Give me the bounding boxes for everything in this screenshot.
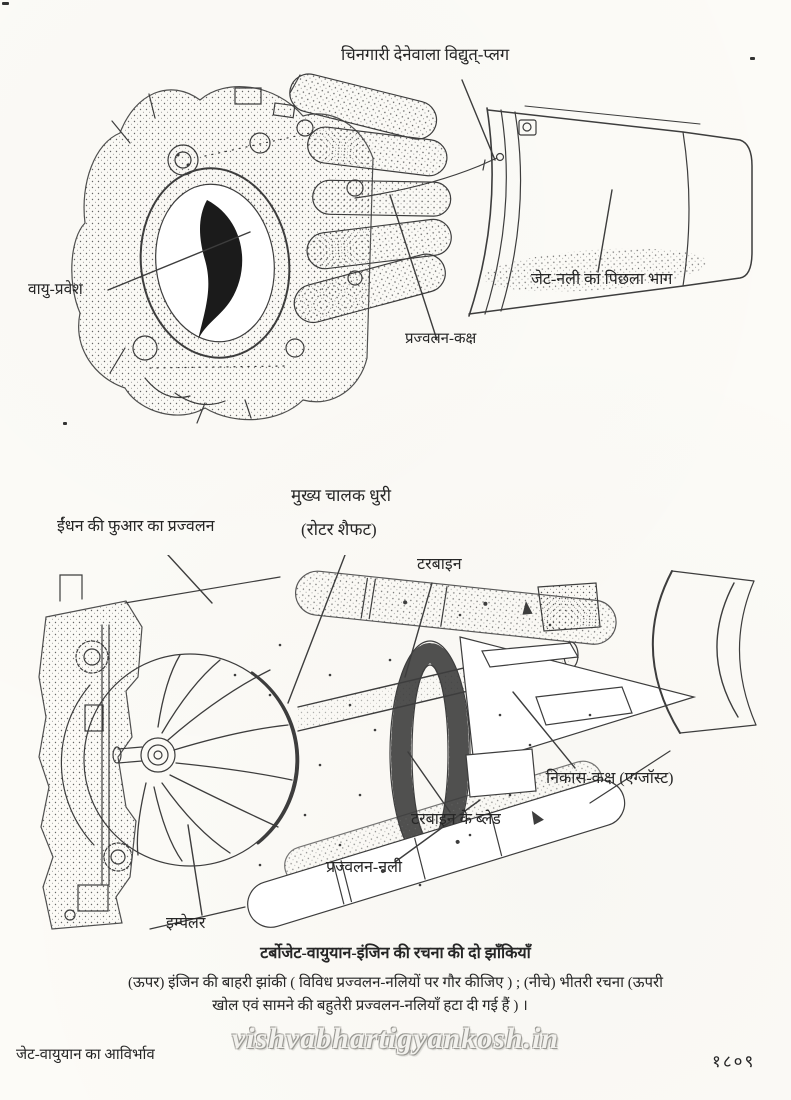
engine-external-drawing bbox=[72, 70, 752, 423]
figure-caption-line2: खोल एवं सामने की बहुतेरी प्रज्वलन-नलियाँ हटा दी गई हैं ) । bbox=[212, 998, 528, 1014]
exhaust-pipe-opening bbox=[653, 571, 756, 733]
scan-speck bbox=[63, 422, 67, 425]
turbojet-external-view-figure bbox=[55, 45, 755, 433]
label-main-drive-shaft: मुख्य चालक धुरी bbox=[291, 486, 392, 505]
label-spark-plug: चिनगारी देनेवाला विद्युत्-प्लग bbox=[341, 45, 510, 64]
turbojet-cutaway-view-figure bbox=[30, 555, 760, 950]
label-combustion-tube: प्रज्वलन-नली bbox=[326, 859, 403, 876]
label-rotor-shaft: (रोटर शैफट) bbox=[301, 520, 377, 539]
figure-caption-title: टर्बोजेट-वायुयान-इंजिन की रचना की दो झाँकियाँ bbox=[260, 945, 531, 962]
page-number: १८०९ bbox=[712, 1052, 756, 1071]
label-turbine: टरबाइन bbox=[417, 556, 462, 573]
label-combustion-chamber: प्रज्वलन-कक्ष bbox=[405, 331, 477, 347]
running-title: जेट-वायुयान का आविर्भाव bbox=[16, 1047, 155, 1063]
scan-speck bbox=[2, 2, 9, 5]
label-jet-pipe-rear: जेट-नली का पिछला भाग bbox=[531, 271, 673, 288]
label-air-intake: वायु-प्रवेश bbox=[28, 281, 83, 298]
label-turbine-blades: टरबाइन के ब्लेड bbox=[411, 811, 501, 828]
label-exhaust-chamber: निकास-कक्ष (एग्जॉस्ट) bbox=[546, 770, 674, 787]
front-casing bbox=[39, 575, 142, 929]
figure-caption-line1: (ऊपर) इंजिन की बाहरी झांकी ( विविध प्रज्वलन-नलियों पर गौर कीजिए ) ; (नीचे) भीतरी रचना (ऊपरी bbox=[127, 975, 664, 991]
site-watermark: vishvabhartigyankosh.in bbox=[231, 1022, 560, 1055]
label-fuel-spray-ignition: ईंधन की फुआर का प्रज्वलन bbox=[57, 518, 215, 535]
scan-speck bbox=[750, 57, 755, 60]
label-impeller: इम्पेलर bbox=[166, 915, 206, 932]
